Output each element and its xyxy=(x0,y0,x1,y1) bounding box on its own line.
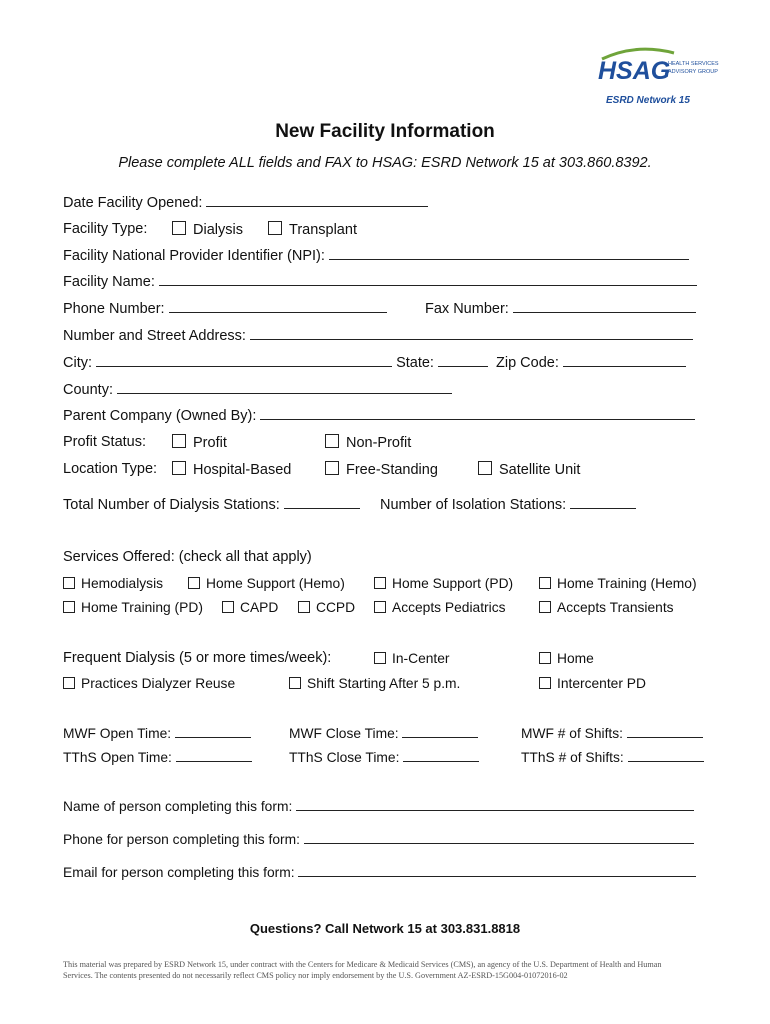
logo-brand: HSAG xyxy=(598,57,671,85)
fax-row xyxy=(425,300,696,317)
date-opened-field[interactable] xyxy=(206,194,428,207)
mwf-close-row xyxy=(289,725,478,741)
satellite-checkbox[interactable] xyxy=(478,461,492,475)
accepts-transients-label: Accepts Transients xyxy=(557,600,674,615)
npi-label: Facility National Provider Identifier (NPI): xyxy=(63,248,325,264)
nonprofit-label: Non-Profit xyxy=(346,435,412,451)
street-row xyxy=(63,327,693,344)
isolation-stations-field[interactable] xyxy=(570,496,636,509)
tths-shifts-label: TThS # of Shifts: xyxy=(521,750,624,765)
accepts-transients-checkbox[interactable] xyxy=(539,601,551,613)
in-center-checkbox[interactable] xyxy=(374,652,386,664)
county-label: County: xyxy=(63,382,113,398)
county-field[interactable] xyxy=(117,381,452,394)
mwf-open-label: MWF Open Time: xyxy=(63,726,172,741)
hospital-checkbox[interactable] xyxy=(172,461,186,475)
zip-label: Zip Code: xyxy=(496,355,559,371)
satellite-option[interactable] xyxy=(478,461,580,478)
capd-label: CAPD xyxy=(240,600,279,615)
dialysis-option[interactable] xyxy=(172,221,243,238)
facility-name-label: Facility Name: xyxy=(63,274,155,290)
reuse-label: Practices Dialyzer Reuse xyxy=(81,676,236,691)
isolation-stations-label: Number of Isolation Stations: xyxy=(380,497,567,513)
street-field[interactable] xyxy=(250,327,693,340)
parent-field[interactable] xyxy=(260,407,695,420)
transplant-label: Transplant xyxy=(289,222,357,238)
tths-open-row xyxy=(63,749,252,765)
nonprofit-option[interactable] xyxy=(325,434,411,451)
city-label: City: xyxy=(63,355,92,371)
tths-close-row xyxy=(289,749,479,765)
nonprofit-checkbox[interactable] xyxy=(325,434,339,448)
tths-close-label: TThS Close Time: xyxy=(289,750,400,765)
contact-email-row xyxy=(63,864,696,880)
contact-email-field[interactable] xyxy=(298,864,696,877)
page-subtitle: Please complete ALL fields and FAX to HSAG: ESRD Network 15 at 303.860.8392. xyxy=(118,155,652,171)
accepts-pediatrics-option[interactable] xyxy=(374,600,506,615)
home-support-pd-option[interactable] xyxy=(374,576,513,591)
satellite-label: Satellite Unit xyxy=(499,462,581,478)
home-label: Home xyxy=(557,651,594,666)
profit-checkbox[interactable] xyxy=(172,434,186,448)
profit-option[interactable] xyxy=(172,434,227,451)
contact-phone-row xyxy=(63,831,694,847)
home-support-hemo-checkbox[interactable] xyxy=(188,577,200,589)
profit-label: Profit xyxy=(193,435,227,451)
home-training-hemo-option[interactable] xyxy=(539,576,697,591)
mwf-close-label: MWF Close Time: xyxy=(289,726,399,741)
parent-row xyxy=(63,407,695,424)
state-field[interactable] xyxy=(438,354,488,367)
state-label: State: xyxy=(396,355,434,371)
ccpd-option[interactable] xyxy=(298,600,355,615)
dialysis-checkbox[interactable] xyxy=(172,221,186,235)
shift-after-option[interactable] xyxy=(289,676,460,691)
disclaimer: This material was prepared by ESRD Network 15, under contract with the Centers for Medicare & Medicaid Services (CMS), an agency of the U.S. Department of Health and Human Services. The contents presented do not necessarily reflect CMS policy nor imply endorsement by the U.S. Government AZ-ESRD-15G004-01072016-02 xyxy=(63,960,662,980)
accepts-pediatrics-checkbox[interactable] xyxy=(374,601,386,613)
accepts-pediatrics-label: Accepts Pediatrics xyxy=(392,600,506,615)
mwf-open-field[interactable] xyxy=(175,725,251,738)
services-heading: Services Offered: (check all that apply) xyxy=(63,549,312,565)
fax-label: Fax Number: xyxy=(425,301,509,317)
phone-row xyxy=(63,300,387,317)
home-support-pd-label: Home Support (PD) xyxy=(392,576,514,591)
freestanding-label: Free-Standing xyxy=(346,462,438,478)
frequent-dialysis-label: Frequent Dialysis (5 or more times/week): xyxy=(63,650,332,666)
accepts-transients-option[interactable] xyxy=(539,600,674,615)
home-support-hemo-label: Home Support (Hemo) xyxy=(206,576,345,591)
city-row xyxy=(63,354,686,371)
isolation-stations-row xyxy=(380,496,636,513)
hemodialysis-checkbox[interactable] xyxy=(63,577,75,589)
tths-open-label: TThS Open Time: xyxy=(63,750,172,765)
shift-after-checkbox[interactable] xyxy=(289,677,301,689)
shift-after-label: Shift Starting After 5 p.m. xyxy=(307,676,461,691)
contact-name-field[interactable] xyxy=(296,798,694,811)
home-support-hemo-option[interactable] xyxy=(188,576,345,591)
in-center-label: In-Center xyxy=(392,651,450,666)
total-stations-row xyxy=(63,496,360,513)
date-opened-row xyxy=(63,194,428,211)
street-label: Number and Street Address: xyxy=(63,328,246,344)
ccpd-label: CCPD xyxy=(316,600,356,615)
freestanding-option[interactable] xyxy=(325,461,438,478)
tths-shifts-row xyxy=(521,749,704,765)
dialysis-label: Dialysis xyxy=(193,222,243,238)
tths-open-field[interactable] xyxy=(176,749,252,762)
ccpd-checkbox[interactable] xyxy=(298,601,310,613)
logo-tagline-1: HEALTH SERVICES xyxy=(668,61,719,67)
home-checkbox[interactable] xyxy=(539,652,551,664)
location-type-label: Location Type: xyxy=(63,461,158,477)
hsag-logo xyxy=(596,45,719,107)
intercenter-option[interactable] xyxy=(539,676,646,691)
mwf-shifts-field[interactable] xyxy=(627,725,703,738)
total-stations-field[interactable] xyxy=(284,496,360,509)
questions-callout: Questions? Call Network 15 at 303.831.8818 xyxy=(249,921,521,936)
phone-field[interactable] xyxy=(169,300,387,313)
hemodialysis-option[interactable] xyxy=(63,576,163,591)
npi-field[interactable] xyxy=(329,247,689,260)
home-training-pd-option[interactable] xyxy=(63,600,203,615)
county-row xyxy=(63,381,452,398)
home-training-hemo-checkbox[interactable] xyxy=(539,577,551,589)
intercenter-label: Intercenter PD xyxy=(557,676,646,691)
tths-close-field[interactable] xyxy=(403,749,479,762)
mwf-shifts-row xyxy=(521,725,703,741)
intercenter-checkbox[interactable] xyxy=(539,677,551,689)
mwf-open-row xyxy=(63,725,251,741)
hospital-label: Hospital-Based xyxy=(193,462,292,478)
logo-tagline-2: ADVISORY GROUP xyxy=(668,69,718,75)
mwf-close-field[interactable] xyxy=(402,725,478,738)
date-opened-label: Date Facility Opened: xyxy=(63,195,203,211)
contact-phone-field[interactable] xyxy=(304,831,694,844)
tths-shifts-field[interactable] xyxy=(628,749,704,762)
contact-email-label: Email for person completing this form: xyxy=(63,865,295,880)
page-title: New Facility Information xyxy=(275,121,495,142)
hospital-option[interactable] xyxy=(172,461,291,478)
logo-network: ESRD Network 15 xyxy=(606,95,690,106)
total-stations-label: Total Number of Dialysis Stations: xyxy=(63,497,280,513)
reuse-option[interactable] xyxy=(63,676,235,691)
home-training-pd-label: Home Training (PD) xyxy=(81,600,203,615)
reuse-checkbox[interactable] xyxy=(63,677,75,689)
phone-label: Phone Number: xyxy=(63,301,165,317)
contact-phone-label: Phone for person completing this form: xyxy=(63,832,300,847)
capd-option[interactable] xyxy=(222,600,278,615)
facility-name-row xyxy=(63,273,697,290)
npi-row xyxy=(63,247,689,264)
home-training-hemo-label: Home Training (Hemo) xyxy=(557,576,697,591)
in-center-option[interactable] xyxy=(374,651,450,666)
mwf-shifts-label: MWF # of Shifts: xyxy=(521,726,623,741)
contact-name-row xyxy=(63,798,694,814)
zip-field[interactable] xyxy=(563,354,686,367)
contact-name-label: Name of person completing this form: xyxy=(63,799,293,814)
home-training-pd-checkbox[interactable] xyxy=(63,601,75,613)
transplant-checkbox[interactable] xyxy=(268,221,282,235)
fax-field[interactable] xyxy=(513,300,696,313)
facility-name-field[interactable] xyxy=(159,273,697,286)
profit-status-label: Profit Status: xyxy=(63,434,147,450)
facility-type-label: Facility Type: xyxy=(63,221,148,237)
freestanding-checkbox[interactable] xyxy=(325,461,339,475)
capd-checkbox[interactable] xyxy=(222,601,234,613)
home-support-pd-checkbox[interactable] xyxy=(374,577,386,589)
hemodialysis-label: Hemodialysis xyxy=(81,576,164,591)
parent-label: Parent Company (Owned By): xyxy=(63,408,257,424)
home-option[interactable] xyxy=(539,651,594,666)
city-field[interactable] xyxy=(96,354,392,367)
transplant-option[interactable] xyxy=(268,221,357,238)
